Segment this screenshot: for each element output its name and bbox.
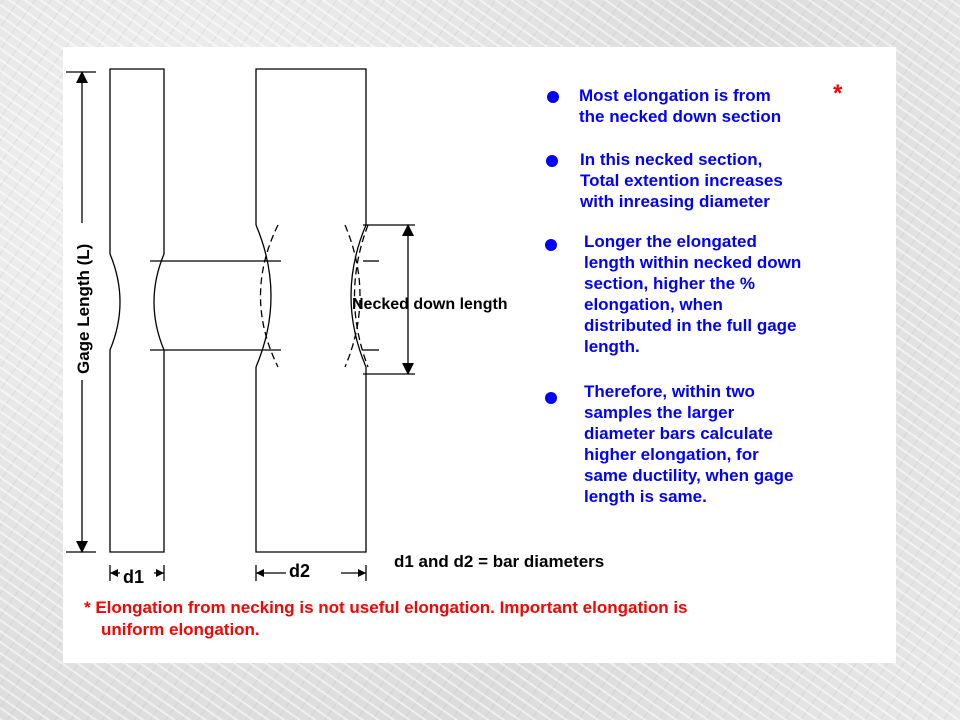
note-1: Most elongation is from the necked down section (579, 86, 782, 126)
bar-d2 (256, 69, 366, 552)
neck-arrow-top (402, 224, 414, 236)
note-3: Longer the elongated length within necked down section, higher the % elongation, when distributed in the full gage length. (584, 232, 802, 356)
bar-d1 (110, 69, 164, 552)
neck-arrow-bottom (402, 363, 414, 375)
gage-length-label: Gage Length (L) (74, 243, 93, 374)
bullet-dot-2 (546, 155, 558, 167)
footnote-line-1: * Elongation from necking is not useful elongation. Important elongation is (84, 598, 688, 617)
note-2: In this necked section, Total extention increases with inreasing diameter (580, 150, 783, 211)
diameters-note: d1 and d2 = bar diameters (394, 552, 605, 571)
bullet-dot-1 (547, 91, 559, 103)
footnote-line-2: uniform elongation. (101, 620, 260, 639)
d2-label: d2 (289, 561, 311, 581)
gage-arrow-bottom (76, 541, 88, 553)
bullet-dot-4 (545, 392, 557, 404)
necked-down-length-label: Necked down length (352, 296, 508, 313)
footnote (84, 597, 884, 641)
note-1-asterisk: * (833, 80, 843, 107)
gage-arrow-top (76, 71, 88, 83)
bullet-dot-3 (545, 239, 557, 251)
d1-label: d1 (123, 567, 145, 587)
slide-panel (63, 47, 896, 663)
note-4: Therefore, within two samples the larger diameter bars calculate higher elongation, for same ductility, when gage length is same. (584, 382, 794, 506)
